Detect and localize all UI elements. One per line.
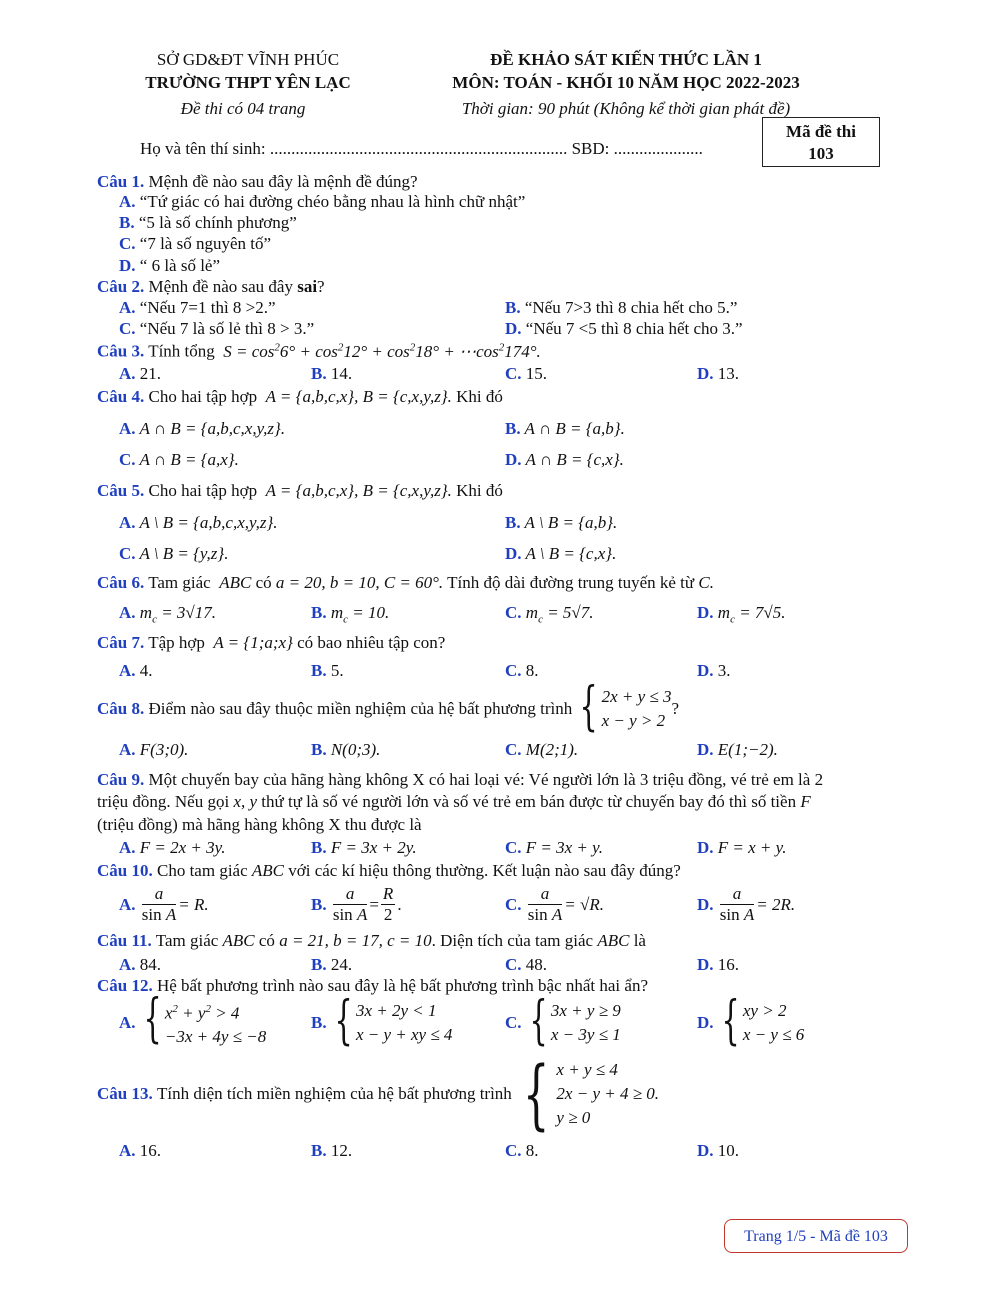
q1-option-c: C. “7 là số nguyên tố” — [119, 234, 272, 253]
school-name: TRƯỜNG THPT YÊN LẠC — [145, 73, 351, 92]
q5-option-a: A. A \ B = {a,b,c,x,y,z}. — [119, 513, 278, 532]
sum-formula: $S = \cos^26^\circ + \cos^212^\circ + \cos^218^\circ$ + $\cdots\cos^2174^\circ$. — [219, 341, 541, 361]
q1-option-d: D. “ 6 là số lẻ” — [119, 256, 221, 275]
q7-option-c: C. 8. — [505, 661, 539, 680]
q8-option-a: A. F(3;0). — [119, 740, 189, 759]
q13-system: { x + y ≤ 4 2x − y + 4 ≥ 0. y ≥ 0 — [522, 1049, 660, 1138]
question-1: Câu 1. Mệnh đề nào sau đây là mệnh đề đúng? — [97, 172, 418, 191]
question-3: Câu 3. Tính tổng $S = \cos^26^\circ + \cos^212^\circ + \cos^218^\circ$ + $\cdots\cos^2174^\circ$. — [97, 341, 541, 361]
question-2: Câu 2. Mệnh đề nào sau đây sai? — [97, 277, 325, 296]
question-9-line-3: (triệu đồng) mà hãng hàng không X thu được là — [97, 815, 422, 834]
exam-code-label: Mã đề thi — [786, 122, 856, 141]
q12-option-a: A. { $x^2 + y^2 > 4$ −3x + 4y ≤ −8 — [119, 988, 267, 1049]
q2-option-d: D. “Nếu 7 <5 thì 8 chia hết cho 3.” — [505, 319, 743, 338]
q8-option-d: D. E(1;−2). — [697, 740, 778, 759]
exam-time: Thời gian: 90 phút (Không kể thời gian phát đề) — [461, 99, 791, 118]
question-10: Câu 10. Cho tam giác ABC với các kí hiệu thông thường. Kết luận nào sau đây đúng? — [97, 861, 681, 880]
q9-option-c: C. F = 3x + y. — [505, 838, 604, 857]
q2-option-c: C. “Nếu 7 là số lẻ thì 8 > 3.” — [119, 319, 315, 338]
page-footer: Trang 1/5 - Mã đề 103 — [724, 1219, 908, 1253]
question-13: Câu 13. Tính diện tích miền nghiệm của hệ bất phương trình { x + y ≤ 4 2x − y + 4 ≥ 0. y ≥ 0 — [97, 1049, 660, 1138]
q4-option-d: D. A ∩ B = {c,x}. — [505, 450, 624, 469]
q10-option-d: D. $\frac{a}{\text{sin A}}$ = 2R. — [697, 884, 796, 924]
q9-option-a: A. F = 2x + 3y. — [119, 838, 226, 857]
question-12: Câu 12. Hệ bất phương trình nào sau đây là hệ bất phương trình bậc nhất hai ẩn? — [97, 976, 649, 995]
q13-option-b: B. 12. — [311, 1141, 353, 1160]
page-count: Đề thi có 04 trang — [180, 99, 306, 118]
exam-code-box — [762, 117, 880, 167]
q7-option-b: B. 5. — [311, 661, 344, 680]
question-11: Câu 11. Tam giác ABC có a = 21, b = 17, c = 10. Diện tích của tam giác ABC là — [97, 931, 646, 950]
q4-option-c: C. A ∩ B = {a,x}. — [119, 450, 239, 469]
q5-option-c: C. A \ B = {y,z}. — [119, 544, 229, 563]
q10-option-b: B. $\frac{a}{\text{sin A}}$ = $\frac{R}{2}$ . — [311, 884, 402, 924]
q3-option-a: A. 21. — [119, 364, 162, 383]
q6-option-d: D. $m_c = 7√5$. — [697, 603, 786, 626]
q6-option-c: C. $m_c = 5√7$. — [505, 603, 594, 626]
q10-option-c: C. $\frac{a}{\text{sin A}}$ = √R. — [505, 884, 604, 924]
question-9: Câu 9. Một chuyến bay của hãng hàng không X có hai loại vé: Vé người lớn là 3 triệu đồng, vé trẻ em là 2 — [97, 770, 824, 789]
question-9-line-2: triệu đồng. Nếu gọi x, y thứ tự là số vé người lớn và số vé trẻ em bán được từ chuyến bay đó thì số tiền F — [97, 792, 811, 811]
q6-option-a: A. $m_c = 3√17$. — [119, 603, 217, 626]
q13-option-d: D. 10. — [697, 1141, 740, 1160]
q3-option-d: D. 13. — [697, 364, 740, 383]
question-6: Câu 6. Tam giác ABC có a = 20, b = 10, C = 60°. Tính độ dài đường trung tuyến kẻ từ C. — [97, 573, 714, 592]
q11-option-c: C. 48. — [505, 955, 548, 974]
q12-option-d: D. { xy > 2 x − y ≤ 6 — [697, 991, 805, 1051]
q1-option-a: A. “Tứ giác có hai đường chéo bằng nhau là hình chữ nhật” — [119, 192, 526, 211]
student-info-line: Họ và tên thí sinh: ...................................................................... SBD: ..................... — [140, 139, 703, 158]
q4-option-b: B. A ∩ B = {a,b}. — [505, 419, 625, 438]
exam-title: ĐỀ KHẢO SÁT KIẾN THỨC LẦN 1 — [490, 50, 762, 69]
q2-option-a: A. “Nếu 7=1 thì 8 >2.” — [119, 298, 276, 317]
q4-option-a: A. A ∩ B = {a,b,c,x,y,z}. — [119, 419, 286, 438]
q13-option-c: C. 8. — [505, 1141, 539, 1160]
q5-option-b: B. A \ B = {a,b}. — [505, 513, 618, 532]
q13-option-a: A. 16. — [119, 1141, 162, 1160]
q8-option-c: C. M(2;1). — [505, 740, 579, 759]
q3-option-c: C. 15. — [505, 364, 548, 383]
q5-option-d: D. A \ B = {c,x}. — [505, 544, 617, 563]
q8-system: { 2x + y ≤ 3 x − y > 2 — [579, 677, 672, 737]
q11-option-a: A. 84. — [119, 955, 162, 974]
exam-code-value: 103 — [808, 144, 834, 163]
exam-subject: MÔN: TOÁN - KHỐI 10 NĂM HỌC 2022-2023 — [452, 73, 800, 92]
q2-option-b: B. “Nếu 7>3 thì 8 chia hết cho 5.” — [505, 298, 738, 317]
question-8: Câu 8. Điểm nào sau đây thuộc miền nghiệm của hệ bất phương trình { 2x + y ≤ 3 x − y > 2 ? — [97, 677, 680, 737]
question-4: Câu 4. Cho hai tập hợp A = {a,b,c,x}, B = {c,x,y,z}. Khi đó — [97, 387, 503, 406]
q3-option-b: B. 14. — [311, 364, 353, 383]
q10-option-a: A. $\frac{a}{\text{sin A}}$ = R. — [119, 884, 209, 924]
q11-option-d: D. 16. — [697, 955, 740, 974]
q9-option-d: D. F = x + y. — [697, 838, 787, 857]
q6-option-b: B. $m_c = 10$. — [311, 603, 390, 626]
question-5: Câu 5. Cho hai tập hợp A = {a,b,c,x}, B = {c,x,y,z}. Khi đó — [97, 481, 503, 500]
q11-option-b: B. 24. — [311, 955, 353, 974]
q12-option-b: B. { 3x + 2y < 1 x − y + xy ≤ 4 — [311, 991, 453, 1051]
question-7: Câu 7. Tập hợp A = {1;a;x} có bao nhiêu tập con? — [97, 633, 446, 652]
q12-option-c: C. { 3x + y ≥ 9 x − 3y ≤ 1 — [505, 991, 621, 1051]
q7-option-a: A. 4. — [119, 661, 153, 680]
q1-option-b: B. “5 là số chính phương” — [119, 213, 297, 232]
department-name: SỞ GD&ĐT VĨNH PHÚC — [156, 50, 340, 69]
q9-option-b: B. F = 3x + 2y. — [311, 838, 417, 857]
q8-option-b: B. N(0;3). — [311, 740, 381, 759]
q7-option-d: D. 3. — [697, 661, 731, 680]
